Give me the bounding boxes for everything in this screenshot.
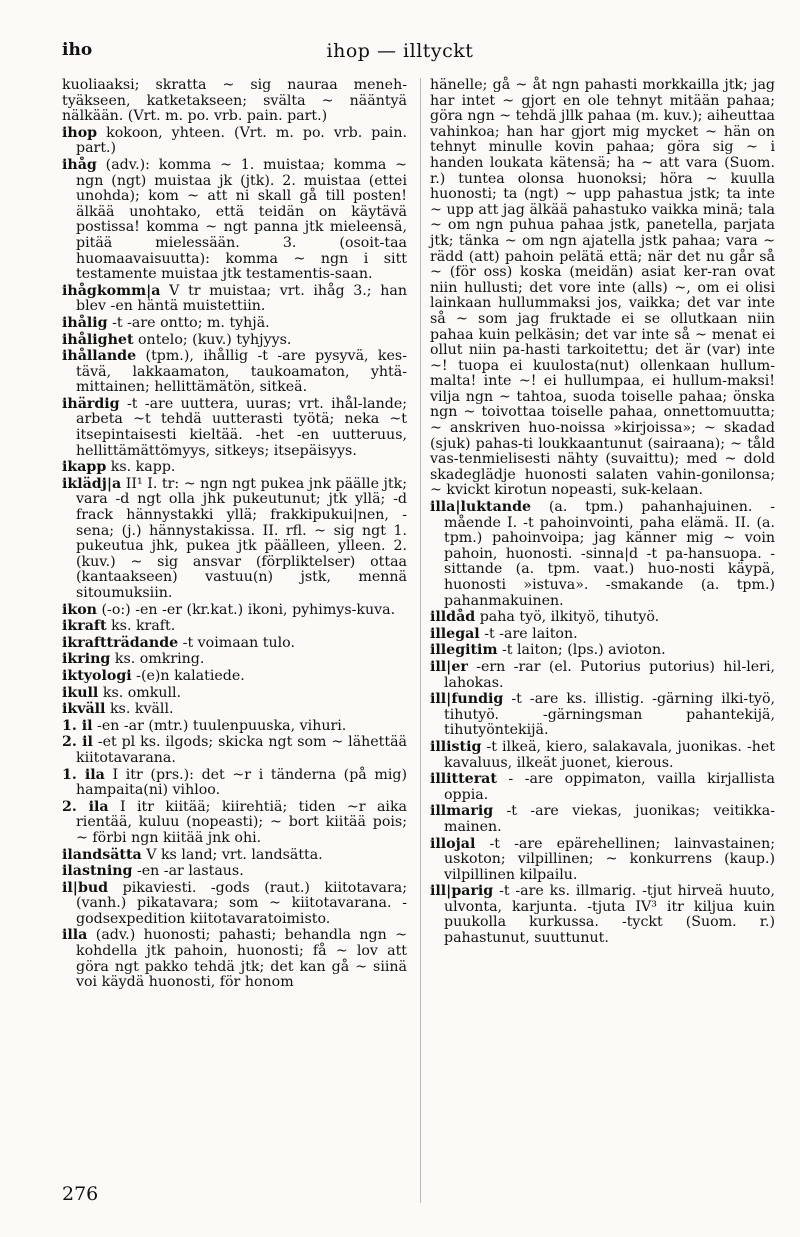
headword: illdåd [430, 609, 476, 626]
definition: -t voimaan tulo. [182, 634, 295, 651]
dictionary-entry [62, 848, 407, 864]
dictionary-entry [62, 284, 407, 315]
headword: illa [62, 927, 88, 944]
dictionary-entry [62, 686, 407, 702]
dictionary-entry [430, 740, 775, 771]
definition: V tr muistaa; vrt. ihåg 3.; han blev -en häntä muistettiin. [76, 282, 407, 315]
dictionary-entry [62, 881, 407, 928]
dictionary-entry [62, 702, 407, 718]
dictionary-entry [62, 735, 407, 766]
definition: hänelle; gå ~ åt ngn pahasti morkkailla jtk; jag har intet ~ gjort en ole tehnyt mitään pahaa; göra ngn ~ tehdä jllk pahaa (m. kuv.); aiheuttaa vahinkoa; han har gjort mig mycket ~ hän on tehnyt minulle kovin pahaa; göra sig ~ i handen loukata kätensä; ha ~ att vara (Suom. r.) tuntea olonsa huonoksi; höra ~ kuulla huonosti; ta (ngt) ~ upp pahastua jstk; ta inte ~ upp att jag älkää pahastuko vaikka minä; tala ~ om ngn puhua pahaa jstk, panetella, parjata jtk; tänka ~ om ngn ajatella jstk pahaa; vara ~ rädd (att) pahoin pelätä että; när det nu går så ~ (för oss) koska (meidän) asiat ker-ran ovat niin hullusti; det vore inte (alls) ~, om ei olisi lainkaan hullummaksi jos, vaikka; det var inte så ~ som jag fruktade ei se ollutkaan niin pahaa kuin pelkäsin; det var inte så ~ menat ei ollut niin pa-hasti tarkoitettu; det är (var) inte ~! tuopa ei kuulosta(nut) ollenkaan hullum-malta! inte ~! ei hullumpaa, ei hullum-maksi! vilja ngn ~ tahtoa, suoda toiselle pahaa; önska ngn ~ toivottaa toiselle pahaa, onnettomuutta; ~ anskriven huo-noissa »kirjoissa»; ~ skadad (sjuk) pahas-ti loukkaantunut (sairaana); ~ tåld vas-tenmielisesti nähty (suvaittu); med ~ dold skadeglädje huonosti salaten vahin-gonilonsa; ~ kvickt kirotun nopeasti, suk-kelaan. [430, 77, 776, 499]
definition: -et pl ks. ilgods; skicka ngt som ~ lähettää kiitotavarana. [76, 734, 408, 766]
headword: illitterat [430, 771, 497, 788]
headword: ikväll [62, 701, 106, 718]
definition: kokoon, yhteen. (Vrt. m. po. vrb. pain. part.) [76, 124, 407, 157]
dictionary-entry [62, 619, 407, 635]
definition: - -are oppimaton, vailla kirjallista oppia. [444, 771, 776, 803]
definition: -en -ar lastaus. [136, 863, 244, 880]
headword: illmarig [430, 803, 494, 820]
headword: illojal [430, 835, 476, 852]
definition: kuoliaaksi; skratta ~ sig nauraa meneh-tyäkseen, katketakseen; svälta ~ nääntyä nälkään. (Vrt. m. po. vrb. pain. part.) [62, 77, 407, 125]
dictionary-entry [62, 397, 407, 459]
headword: ikull [62, 684, 99, 701]
definition: paha työ, ilkityö, tihutyö. [479, 609, 660, 626]
definition: pikaviesti. -gods (raut.) kiitotavara; (vanh.) pikatavara; som ~ kiitotavarana. -godsexpedition kiitotavaratoimisto. [76, 879, 407, 927]
dictionary-entry [430, 884, 775, 946]
dictionary-entry [62, 864, 407, 880]
dictionary-entry [62, 158, 407, 283]
dictionary-entry [62, 316, 407, 332]
entry-continuation [62, 78, 407, 125]
definition: -en -ar (mtr.) tuulenpuuska, vihuri. [97, 717, 347, 734]
dictionary-entry [62, 126, 407, 157]
headword: ihärdig [62, 395, 120, 412]
dictionary-entry [62, 477, 407, 602]
dictionary-entry [430, 772, 775, 803]
dictionary-entry [62, 800, 407, 847]
headword: ilandsätta [62, 846, 142, 863]
headword: 2. ila [62, 798, 109, 815]
headword: ihålig [62, 314, 108, 331]
definition: -t -are viekas, juonikas; veitikka-mainen. [444, 803, 775, 835]
definition: -ern -rar (el. Putorius putorius) hil-leri, lahokas. [444, 658, 776, 691]
dictionary-entry [430, 500, 775, 609]
dictionary-entry [62, 349, 407, 396]
definition: V ks land; vrt. landsätta. [146, 846, 323, 863]
dictionary-entry [430, 660, 775, 691]
definition: (adv.) huonosti; pahasti; behandla ngn ~ kohdella jtk pahoin, huonosti; få ~ lov att göra ngt pakko tehdä jtk; det kan gå ~ siinä voi käydä huonosti, för honom [76, 927, 407, 991]
definition: ks. kraft. [111, 618, 176, 635]
headword: ikraft [62, 618, 107, 635]
headword: 1. ila [62, 766, 105, 783]
headword: 2. il [62, 734, 93, 751]
headword: ill|parig [430, 883, 494, 900]
headword: ill|fundig [430, 691, 504, 708]
dictionary-entry [62, 652, 407, 668]
dictionary-entry [430, 804, 775, 835]
definition: II¹ I. tr: ~ ngn ngt pukea jnk päälle jtk; vara -d ngt olla jhk pukeutunut; jtk yllä; -d frack hännystakki yllä; frakkipukui|nen, -sena; (j.) hännystakissa. II. rfl. ~ sig ngt 1. pukeutua jhk, pukea jtk päälleen, ylleen. 2. (kuv.) ~ sig ansvar (förpliktelser) ottaa (kantaakseen) vastuu(n) jstk, mennä sitoumuksiin. [76, 475, 407, 601]
headword: ihållande [62, 348, 137, 365]
definition: (adv.): komma ~ 1. muistaa; komma ~ ngn (ngt) muistaa jk (jtk). 2. muistaa (ettei unohda); kom ~ att ni skall gå till posten! älkää unohtako, että teidän on käytävä postissa! komma ~ ngt panna jtk mieleensä, pitää mielessään. 3. (osoit-taa huomaavaisuutta): komma ~ ngn i sitt testamente muistaa jtk testamentis-saan. [76, 156, 408, 283]
definition: I itr (prs.): det ~r i tänderna (på mig) hampaita(ni) vihloo. [76, 766, 407, 799]
definition: ks. kapp. [110, 459, 176, 476]
definition: -t ilkeä, kiero, salakavala, juonikas. -het kavaluus, ilkeät juonet, kierous. [444, 738, 775, 771]
headword: illa|luktande [430, 499, 532, 516]
dictionary-entry [62, 603, 407, 619]
headword: ill|er [430, 658, 468, 675]
page-header: ihop — illtyckt [326, 40, 474, 62]
headword: illegitim [430, 642, 498, 659]
definition: (tpm.), ihållig -t -are pysyvä, kes-tävä, lakkaamaton, taukoamaton, yhtä-mittainen; hellittämätön, sitkeä. [76, 348, 407, 396]
dictionary-entry [430, 692, 775, 739]
definition: -t -are uuttera, uuras; vrt. ihål-lande; arbeta ~t tehdä uutterasti työtä; neka ~t itsepintaisesti kieltää. -het -en uutteruus, hellittämättömyys, sitkeys; itsepäisyys. [76, 395, 407, 459]
dictionary-entry [430, 627, 775, 643]
guide-word: iho [62, 40, 93, 60]
headword: ikraftträdande [62, 634, 179, 651]
definition: -t -are epärehellinen; lainvastainen; uskoton; vilpillinen; ~ konkurrens (kaup.) vilpillinen kilpailu. [444, 835, 775, 883]
dictionary-entry [62, 669, 407, 685]
definition: -t -are laiton. [484, 625, 578, 642]
left-column [62, 78, 407, 992]
headword: illegal [430, 625, 480, 642]
definition: -t -are ks. illistig. -gärning ilki-työ, tihutyö. -gärningsman pahantekijä, tihutyöntekijä. [444, 691, 775, 739]
definition: -t -are ontto; m. tyhjä. [112, 314, 270, 331]
headword: il|bud [62, 879, 109, 896]
dictionary-entry [62, 768, 407, 799]
headword: ihåg [62, 156, 97, 173]
dictionary-entry [62, 928, 407, 990]
entry-continuation [430, 78, 775, 499]
headword: iktyologi [62, 667, 132, 684]
definition: ks. omkull. [102, 684, 182, 701]
headword: ilastning [62, 863, 133, 880]
definition: -t -are ks. illmarig. -tjut hirveä huuto, ulvonta, karjunta. -tjuta IV³ itr kiljua kuin puukolla kurkussa. -tyckt (Suom. r.) pahastunut, suuttunut. [444, 883, 775, 947]
definition: I itr kiitää; kiirehtiä; tiden ~r aika rientää, kuluu (nopeasti); ~ bort kiitää pois; ~ förbi ngn kiitää jnk ohi. [76, 798, 407, 846]
column-divider [420, 78, 421, 1203]
headword: ikring [62, 651, 111, 668]
definition: ontelo; (kuv.) tyhjyys. [138, 331, 292, 348]
page-number: 276 [62, 1183, 99, 1205]
definition: ks. kväll. [109, 701, 174, 718]
definition: -(e)n kalatiede. [136, 667, 245, 684]
headword: 1. il [62, 717, 93, 734]
headword: ihågkomm|a [62, 282, 161, 299]
dictionary-entry [430, 837, 775, 884]
definition: (a. tpm.) pahanhajuinen. -mående I. -t pahoinvointi, paha elämä. II. (a. tpm.) pahoinvoipa; jag känner mig ~ voin pahoin, huonosti. -sinna|d -t pa-hansuopa. -sittande (a. tpm. vaat.) huo-nosti käypä, huonosti »istuva». -smakande (a. tpm.) pahanmakuinen. [444, 499, 776, 609]
dictionary-entry [430, 643, 775, 659]
dictionary-entry [62, 460, 407, 476]
headword: iklädj|a [62, 475, 122, 492]
headword: ikapp [62, 459, 107, 476]
definition: -t laiton; (lps.) avioton. [501, 642, 666, 659]
definition: (-o:) -en -er (kr.kat.) ikoni, pyhimys-kuva. [101, 601, 396, 618]
dictionary-entry [62, 333, 407, 349]
definition: ks. omkring. [114, 651, 205, 668]
dictionary-entry [62, 719, 407, 735]
right-column [430, 78, 775, 948]
dictionary-entry [62, 636, 407, 652]
headword: ihålighet [62, 331, 134, 348]
headword: ikon [62, 601, 97, 618]
dictionary-entry [430, 610, 775, 626]
headword: ihop [62, 124, 98, 141]
headword: illistig [430, 738, 482, 755]
